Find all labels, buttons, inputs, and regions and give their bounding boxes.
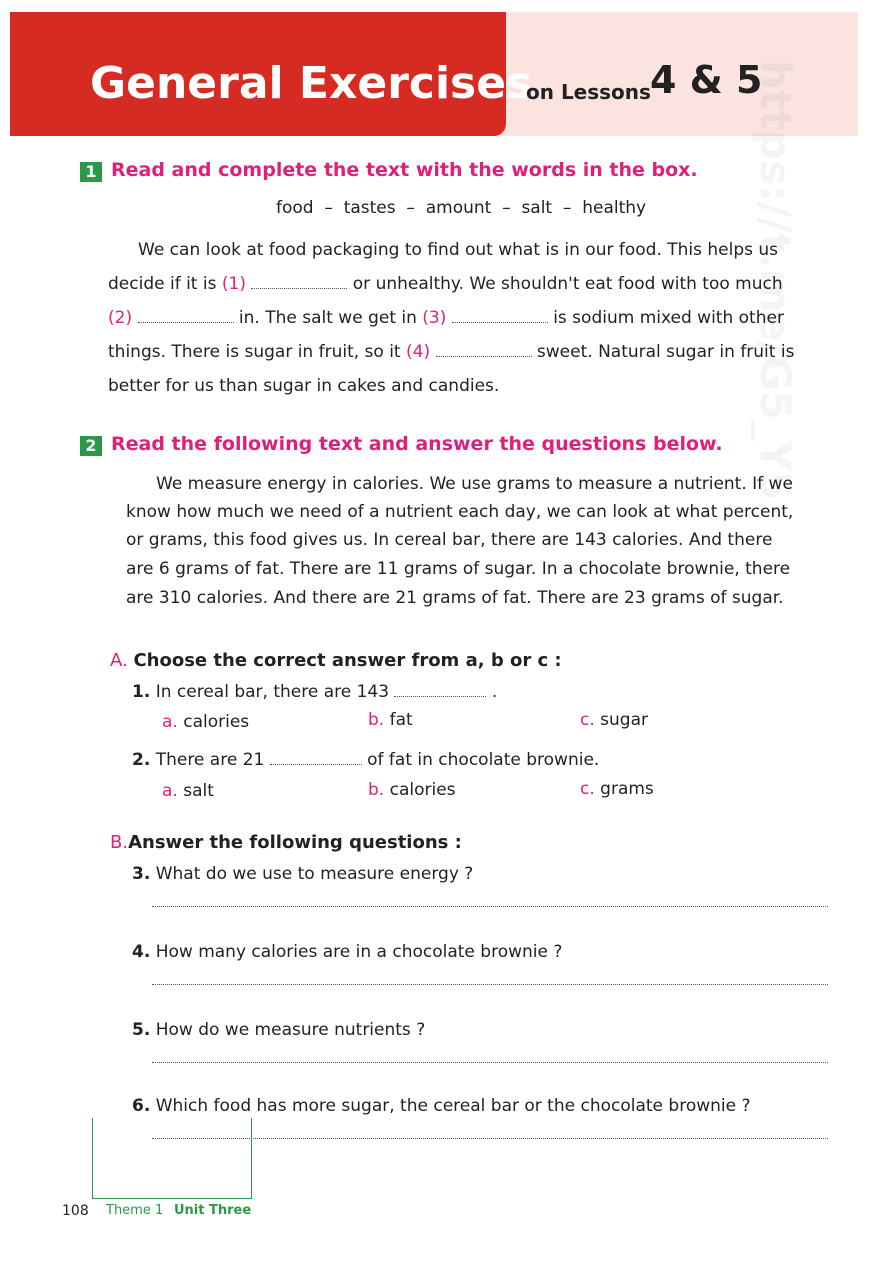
footer-theme: Theme 1 <box>106 1203 164 1218</box>
option-text: calories <box>183 712 250 732</box>
section-1-line-2 <box>108 274 783 294</box>
line-text: sweet. Natural sugar in fruit is <box>531 342 795 362</box>
part-b-title: Answer the following questions : <box>128 832 462 853</box>
option-text: grams <box>600 779 654 799</box>
line-text: decide if it is <box>108 274 222 294</box>
section-1-line-3 <box>108 308 784 328</box>
blank-number-4: (4) <box>406 342 431 362</box>
option-letter: a. <box>162 712 178 732</box>
question-after: of fat in chocolate brownie. <box>367 750 600 770</box>
page-number: 108 <box>62 1203 89 1219</box>
question-number: 6. <box>132 1096 151 1116</box>
question-text: Which food has more sugar, the cereal bar or the chocolate brownie ? <box>155 1096 751 1116</box>
option-2a[interactable] <box>162 781 214 801</box>
blank-1[interactable] <box>251 274 347 289</box>
blank-2[interactable] <box>138 308 234 323</box>
question-number: 4. <box>132 942 151 962</box>
section-1-line-4 <box>108 342 794 362</box>
answer-blank-2[interactable] <box>270 750 362 765</box>
question-1 <box>132 682 497 702</box>
section-1-number: 1 <box>80 162 102 182</box>
question-text: How many calories are in a chocolate brownie ? <box>155 942 563 962</box>
section-2-title: Read the following text and answer the questions below. <box>111 433 723 455</box>
option-1a[interactable] <box>162 712 249 732</box>
blank-number-1: (1) <box>221 274 246 294</box>
option-letter: a. <box>162 781 178 801</box>
word-box: food – tastes – amount – salt – healthy <box>276 198 647 218</box>
part-a-heading <box>110 650 562 671</box>
blank-3[interactable] <box>452 308 548 323</box>
question-5 <box>132 1020 425 1040</box>
question-number: 5. <box>132 1020 151 1040</box>
section-1-line-1: We can look at food packaging to find out what is in our food. This helps us <box>138 240 779 260</box>
option-1b[interactable] <box>368 710 413 730</box>
question-text: What do we use to measure energy ? <box>155 864 474 884</box>
option-2c[interactable] <box>580 779 654 799</box>
option-text: fat <box>389 710 413 730</box>
footer-unit: Unit Three <box>174 1203 252 1218</box>
section-1-title: Read and complete the text with the words in the box. <box>111 159 698 181</box>
option-text: salt <box>183 781 214 801</box>
question-number: 3. <box>132 864 151 884</box>
blank-number-2: (2) <box>108 308 133 328</box>
lessons-numbers: 4 & 5 <box>650 58 763 102</box>
option-text: calories <box>389 780 456 800</box>
answer-line-4[interactable] <box>152 984 828 985</box>
question-4 <box>132 942 562 962</box>
question-3 <box>132 864 473 884</box>
part-a-title: Choose the correct answer from a, b or c : <box>133 650 562 671</box>
page-title: General Exercises <box>90 58 533 109</box>
watermark: https://t.me/G5_Y5 <box>751 60 800 501</box>
option-letter: b. <box>368 780 385 800</box>
answer-line-3[interactable] <box>152 906 828 907</box>
lessons-label: on Lessons <box>526 80 651 104</box>
question-text: There are 21 <box>155 750 265 770</box>
line-text: or unhealthy. We shouldn't eat food with too much <box>347 274 783 294</box>
answer-blank-1[interactable] <box>394 682 486 697</box>
part-a-letter: A. <box>110 650 128 671</box>
passage-line-2: know how much we need of a nutrient each day, we can look at what percent, <box>126 502 794 522</box>
part-b-heading <box>110 832 462 853</box>
blank-4[interactable] <box>436 342 532 357</box>
question-text: In cereal bar, there are 143 <box>155 682 390 702</box>
line-text: is sodium mixed with other <box>547 308 784 328</box>
passage-line-5: are 310 calories. And there are 21 grams of fat. There are 23 grams of sugar. <box>126 588 784 608</box>
option-letter: b. <box>368 710 385 730</box>
line-text: in. The salt we get in <box>233 308 423 328</box>
passage-line-3: or grams, this food gives us. In cereal bar, there are 143 calories. And there <box>126 530 773 550</box>
option-1c[interactable] <box>580 710 648 730</box>
option-2b[interactable] <box>368 780 456 800</box>
blank-number-3: (3) <box>422 308 447 328</box>
footer-frame <box>92 1118 252 1199</box>
answer-line-6[interactable] <box>152 1138 828 1139</box>
section-2-number: 2 <box>80 436 102 456</box>
question-after: . <box>491 682 498 702</box>
part-b-letter: B. <box>110 832 129 853</box>
passage-line-1: We measure energy in calories. We use grams to measure a nutrient. If we <box>156 474 793 494</box>
question-2 <box>132 750 599 770</box>
question-number: 2. <box>132 750 151 770</box>
option-letter: c. <box>580 710 595 730</box>
option-text: sugar <box>600 710 649 730</box>
section-1-line-5: better for us than sugar in cakes and candies. <box>108 376 500 396</box>
answer-line-5[interactable] <box>152 1062 828 1063</box>
question-number: 1. <box>132 682 151 702</box>
question-text: How do we measure nutrients ? <box>155 1020 426 1040</box>
line-text: things. There is sugar in fruit, so it <box>108 342 407 362</box>
option-letter: c. <box>580 779 595 799</box>
passage-line-4: are 6 grams of fat. There are 11 grams of sugar. In a chocolate brownie, there <box>126 559 791 579</box>
question-6 <box>132 1096 751 1116</box>
